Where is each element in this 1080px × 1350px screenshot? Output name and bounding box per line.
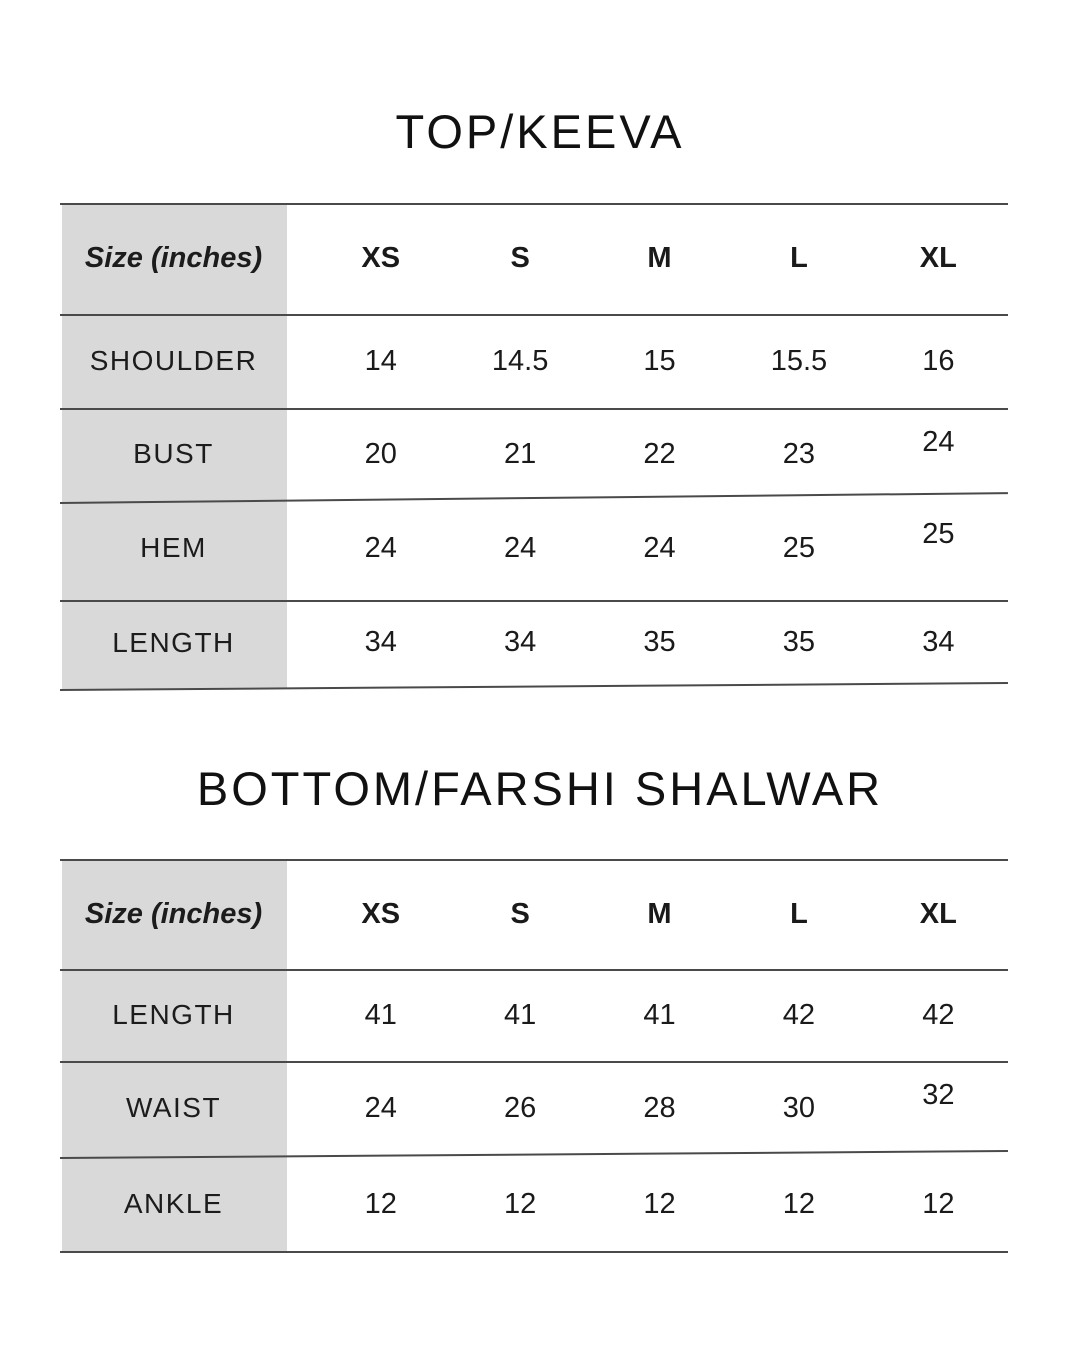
column-header-xs: XS [361, 242, 401, 274]
cell-value: 24 [503, 531, 537, 564]
table-row-length [60, 969, 1008, 1061]
column-header-xs: XS [361, 897, 401, 930]
cell-value: 41 [503, 998, 537, 1031]
cell-value: 30 [782, 1091, 816, 1124]
table-row-length [60, 596, 1008, 689]
cell-value: 35 [782, 626, 816, 658]
cell-value: 24 [364, 531, 397, 564]
cell-value: 20 [364, 437, 397, 470]
table-row-bust [60, 408, 1008, 500]
table-border-line [60, 314, 1008, 316]
cell-value: 12 [643, 1187, 676, 1220]
cell-value: 12 [782, 1187, 816, 1220]
cell-value: 41 [364, 998, 397, 1031]
table-header-row [60, 859, 1008, 969]
cell-value: 34 [922, 626, 955, 658]
cell-value: 34 [503, 626, 537, 658]
cell-value: 25 [922, 518, 955, 550]
cell-value: 23 [782, 437, 816, 470]
table-border-line [60, 203, 1008, 205]
row-label: ANKLE [123, 1188, 224, 1219]
row-label: BUST [133, 438, 214, 469]
cell-value: 14.5 [491, 344, 549, 377]
table-title-bottom-farshi-shalwar: BOTTOM/FARSHI SHALWAR [196, 762, 884, 815]
row-label: LENGTH [112, 626, 235, 658]
cell-value: 16 [922, 344, 955, 377]
size-units-label: Size (inches) [84, 897, 263, 930]
cell-value: 24 [364, 1091, 397, 1124]
cell-value: 24 [922, 426, 955, 458]
cell-value: 21 [503, 437, 537, 470]
table-header-row [60, 203, 1008, 314]
table-border-line [60, 1061, 1008, 1063]
cell-value: 22 [643, 437, 676, 470]
cell-value: 25 [782, 531, 816, 564]
cell-value: 41 [643, 998, 676, 1031]
size-table-top-keeva [60, 203, 1008, 689]
table-row-shoulder [60, 314, 1008, 408]
size-units-label: Size (inches) [84, 242, 263, 274]
table-border-line [60, 408, 1008, 410]
table-border-line [60, 600, 1008, 602]
row-label: LENGTH [112, 999, 235, 1030]
cell-value: 28 [643, 1091, 676, 1124]
cell-value: 42 [782, 998, 816, 1031]
column-header-s: S [510, 242, 530, 274]
cell-value: 24 [643, 531, 676, 564]
table-border-line [60, 1251, 1008, 1253]
column-header-l: L [790, 242, 808, 274]
cell-value: 14 [364, 344, 397, 377]
cell-value: 32 [922, 1079, 955, 1111]
size-table-bottom-farshi-shalwar [60, 859, 1008, 1253]
cell-value: 12 [922, 1187, 955, 1220]
cell-value: 12 [364, 1187, 397, 1220]
cell-value: 12 [503, 1187, 537, 1220]
table-border-line [60, 969, 1008, 971]
column-header-xl: XL [919, 242, 957, 274]
column-header-s: S [510, 897, 530, 930]
cell-value: 42 [922, 998, 955, 1031]
cell-value: 26 [503, 1091, 537, 1124]
column-header-l: L [790, 897, 808, 930]
column-header-m: M [647, 897, 672, 930]
cell-value: 35 [643, 626, 676, 658]
column-header-m: M [647, 242, 672, 274]
row-label: HEM [140, 532, 207, 563]
column-header-xl: XL [919, 897, 957, 930]
cell-value: 15 [643, 344, 676, 377]
table-row-hem [60, 500, 1008, 596]
table-title-top-keeva: TOP/KEEVA [395, 105, 685, 158]
table-border-line [60, 859, 1008, 861]
table-row-waist [60, 1061, 1008, 1155]
cell-value: 34 [364, 626, 397, 658]
table-row-ankle [60, 1155, 1008, 1253]
row-label: SHOULDER [89, 345, 258, 376]
cell-value: 15.5 [770, 344, 828, 377]
row-label: WAIST [125, 1092, 222, 1123]
